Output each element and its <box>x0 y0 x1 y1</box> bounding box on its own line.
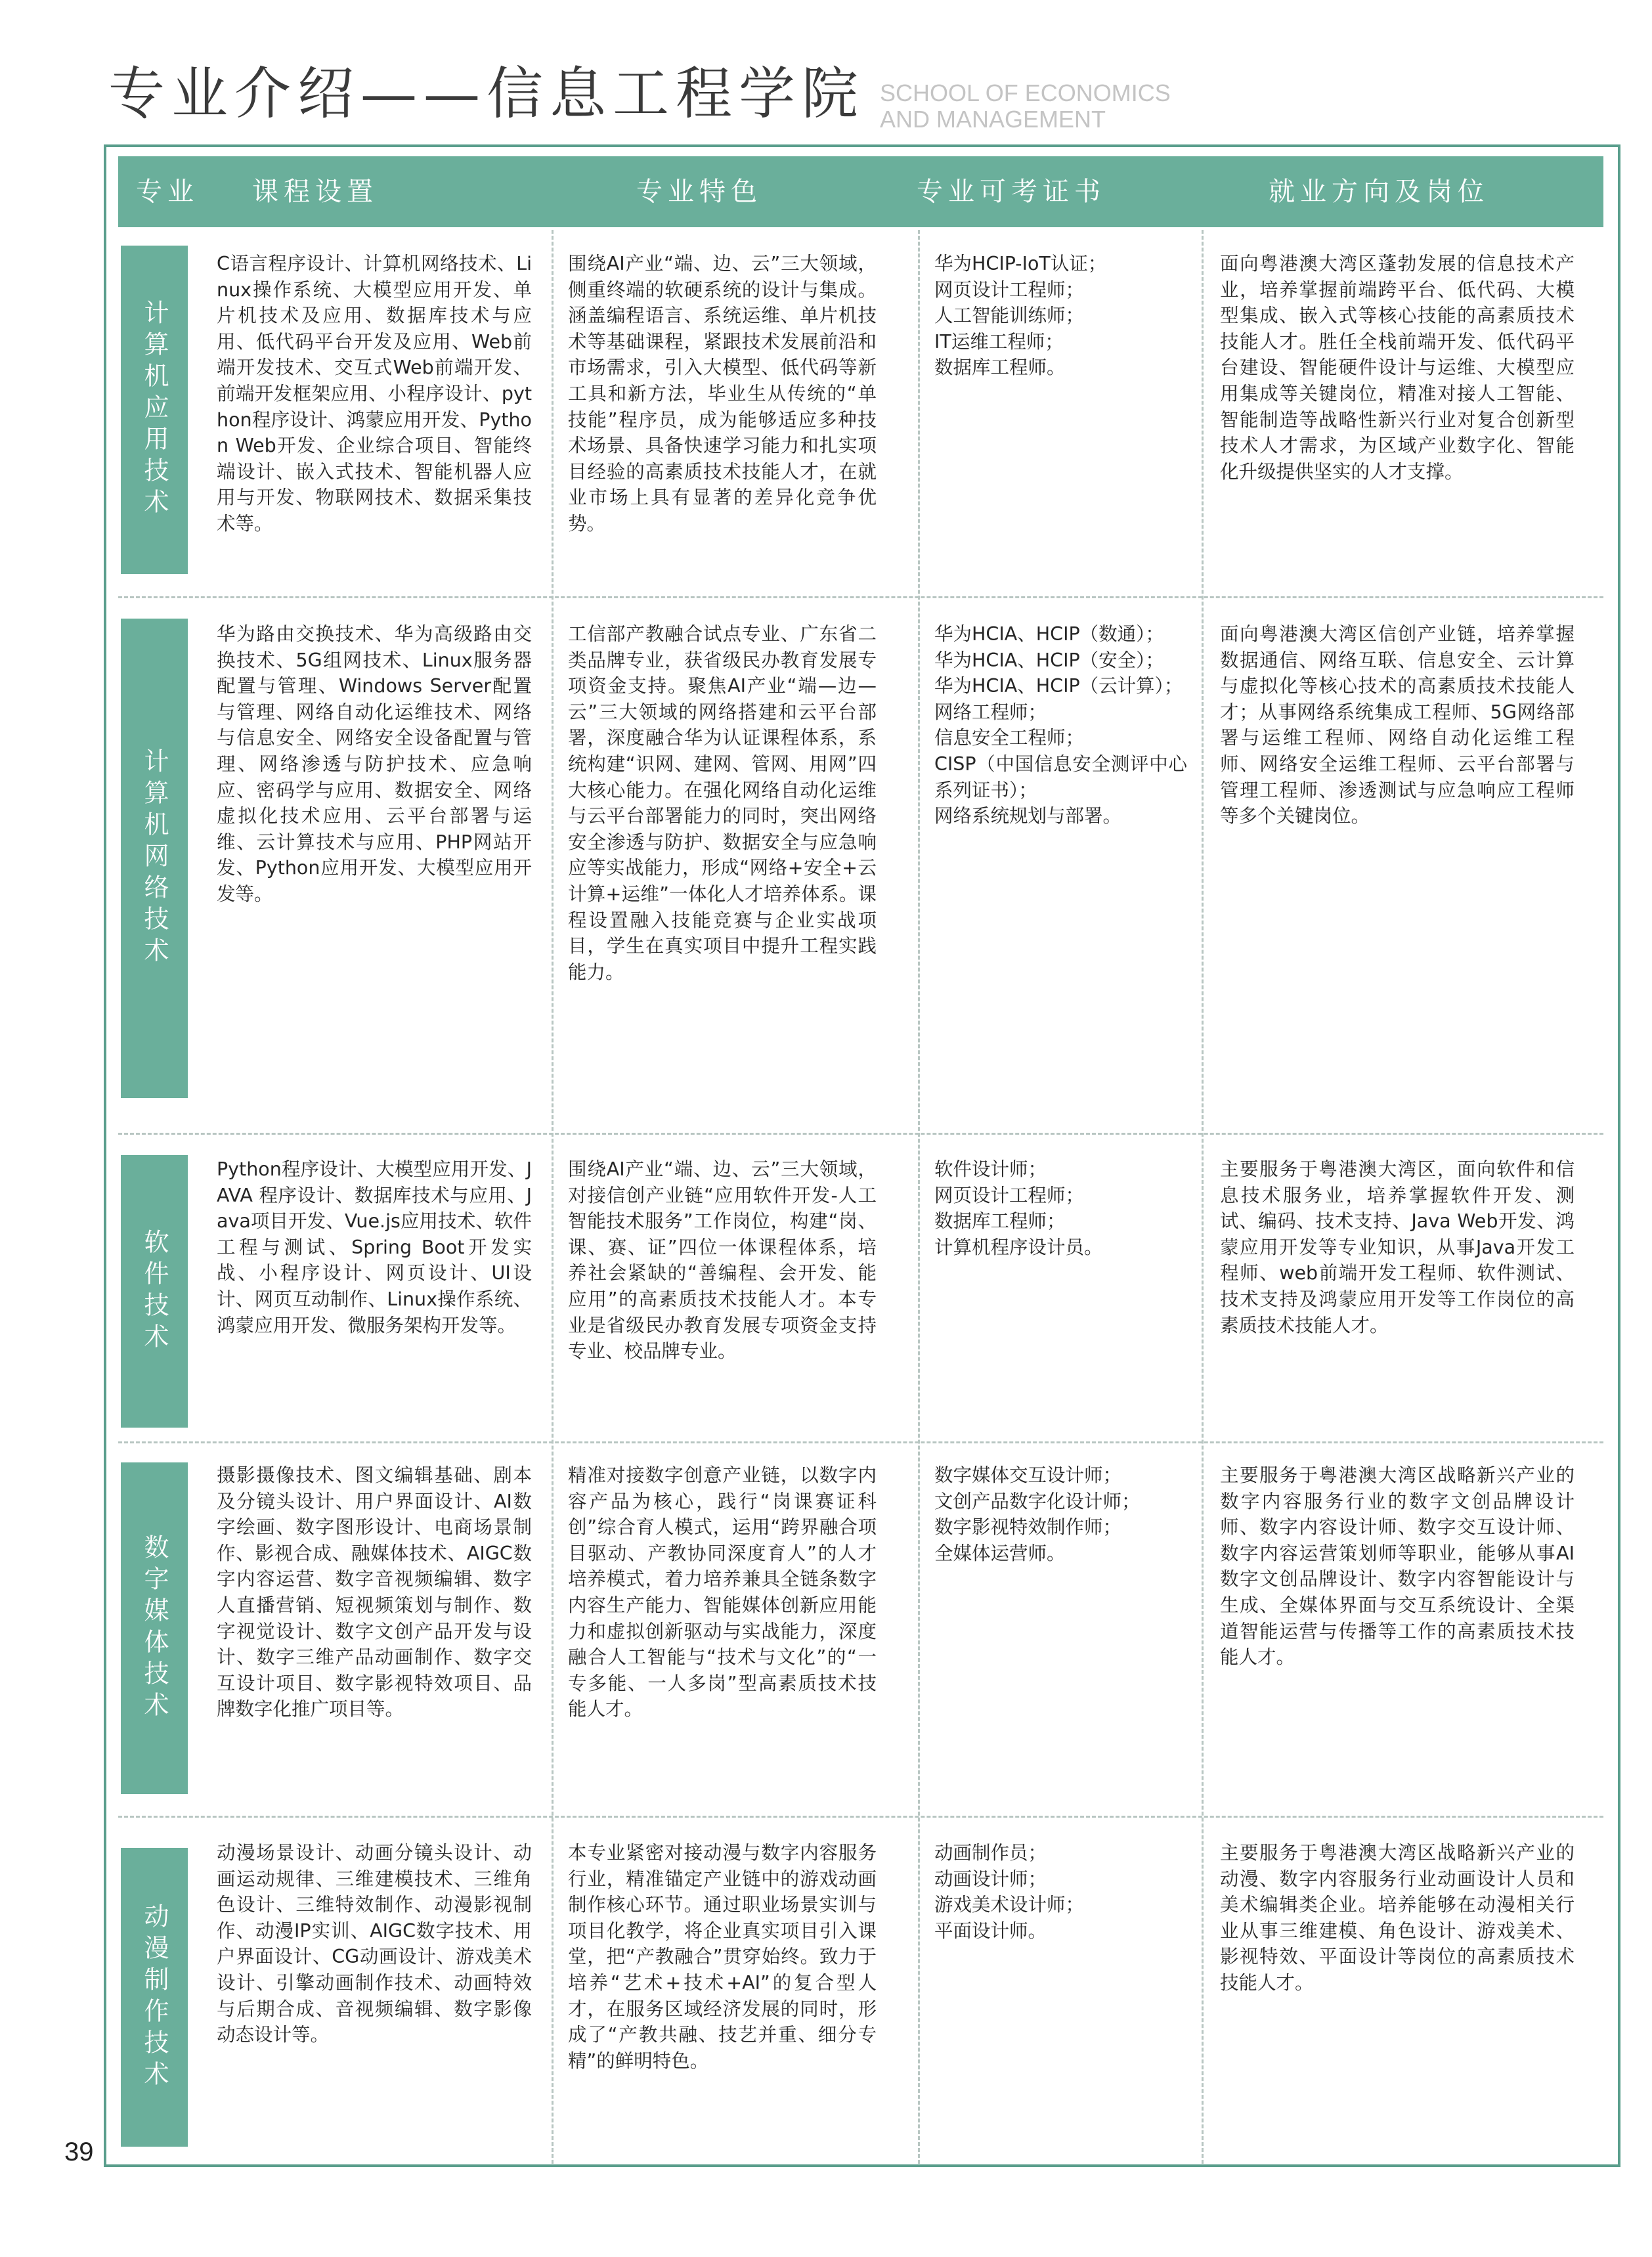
page-subtitle <box>880 80 1171 133</box>
features-cell: 本专业紧密对接动漫与数字内容服务行业，精准锚定产业链中的游戏动画制作核心环节。通过职业场景实训与项目化教学，将企业真实项目引入课堂，把“产教融合”贯穿始终。致力于培养“艺术+技术+AI”的复合型人才，在服务区域经济发展的同时，形成了“产教共融、技艺并重、细分专精”的鲜明特色。 <box>568 1842 877 2072</box>
careers-cell: 主要服务于粤港澳大湾区战略新兴产业的动漫、数字内容服务行业动画设计人员和美术编辑类企业。培养能够在动漫相关行业从事三维建模、角色设计、游戏美术、影视特效、平面设计等岗位的高素质技术技能人才。 <box>1220 1842 1575 1994</box>
table-row <box>118 1832 1603 2160</box>
major-name: 软件技术 <box>121 1155 188 1428</box>
col-header-courses: 课程设置 <box>252 177 378 207</box>
row-divider <box>118 1441 1603 1443</box>
features-cell: 围绕AI产业“端、边、云”三大领域，对接信创产业链“应用软件开发-人工智能技术服务”工作岗位，构建“岗、课、赛、证”四位一体课程体系，培养社会紧缺的“善编程、会开发、能应用”的高素质技术技能人才。本专业是省级民办教育发展专项资金支持专业、校品牌专业。 <box>568 1158 877 1363</box>
careers-cell: 主要服务于粤港澳大湾区战略新兴产业的数字内容服务行业的数字文创品牌设计师、数字内容设计师、数字交互设计师、数字内容运营策划师等职业，能够从事AI数字文创品牌设计、数字内容智能设计与生成、全媒体界面与交互系统设计、全渠道智能运营与传播等工作的高素质技术技能人才。 <box>1220 1464 1575 1669</box>
col-header-major: 专业 <box>136 177 199 207</box>
certificates-cell: 数字媒体交互设计师； 文创产品数字化设计师； 数字影视特效制作师； 全媒体运营师。 <box>934 1464 1141 1564</box>
features-cell: 围绕AI产业“端、边、云”三大领域，侧重终端的软硬系统的设计与集成。涵盖编程语言、系统运维、单片机技术等基础课程，紧跟技术发展前沿和市场需求，引入大模型、低代码等新工具和新方法，毕业生从传统的“单技能”程序员，成为能够适应多种技术场景、具备快速学习能力和扎实项目经验的高素质技术技能人才，在就业市场上具有显著的差异化竞争优势。 <box>568 253 877 535</box>
row-divider <box>118 1133 1603 1135</box>
careers-cell: 面向粤港澳大湾区蓬勃发展的信息技术产业，培养掌握前端跨平台、低代码、大模型集成、嵌入式等核心技能的高素质技术技能人才。胜任全栈前端开发、低代码平台建设、智能硬件设计与运维、大模型应用集成等关键岗位，精准对接人工智能、智能制造等战略性新兴行业对复合创新型技术人才需求，为区域产业数字化、智能化升级提供坚实的人才支撑。 <box>1220 253 1575 483</box>
courses-cell: Python程序设计、大模型应用开发、JAVA 程序设计、数据库技术与应用、Java项目开发、Vue.js应用技术、软件工程与测试、Spring Boot开发实战、小程序设计、网页设计、UI设计、网页互动制作、Linux操作系统、鸿蒙应用开发、微服务架构开发等。 <box>217 1158 532 1336</box>
major-name: 计算机网络技术 <box>121 619 188 1098</box>
features-cell: 精准对接数字创意产业链，以数字内容产品为核心，践行“岗课赛证科创”综合育人模式，运用“跨界融合项目驱动、产教协同深度育人”的人才培养模式，着力培养兼具全链条数字内容生产能力、智能媒体创新应用能力和虚拟创新驱动与实战能力，深度融合人工智能与“技术与文化”的“一专多能、一人多岗”型高素质技术技能人才。 <box>568 1464 877 1720</box>
courses-cell: 动漫场景设计、动画分镜头设计、动画运动规律、三维建模技术、三维角色设计、三维特效制作、动漫影视制作、动漫IP实训、AIGC数字技术、用户界面设计、CG动画设计、游戏美术设计、引擎动画制作技术、动画特效与后期合成、音视频编辑、数字影像动态设计等。 <box>217 1842 532 2046</box>
col-header-careers: 就业方向及岗位 <box>1269 177 1489 207</box>
table-row <box>118 1146 1603 1435</box>
table-row <box>118 1455 1603 1809</box>
courses-cell: 摄影摄像技术、图文编辑基础、剧本及分镜头设计、用户界面设计、AI数字绘画、数字图形设计、电商场景制作、影视合成、融媒体技术、AIGC数字内容运营、数字音视频编辑、数字人直播营销、短视频策划与制作、数字视觉设计、数字文创产品开发与设计、数字三维产品动画制作、数字交互设计项目、数字影视特效项目、品牌数字化推广项目等。 <box>217 1464 532 1720</box>
table-row <box>118 611 1603 1136</box>
major-name: 数字媒体技术 <box>121 1462 188 1794</box>
certificates-cell: 华为HCIA、HCIP（数通）； 华为HCIA、HCIP（安全）； 华为HCIA、HCIP（云计算）； 网络工程师； 信息安全工程师； CISP（中国信息安全测评中心系列证书）； 网络系统规划与部署。 <box>934 623 1187 827</box>
careers-cell: 面向粤港澳大湾区信创产业链，培养掌握数据通信、网络互联、信息安全、云计算与虚拟化等核心技术的高素质技术技能人才；从事网络系统集成工程师、5G网络部署与运维工程师、网络自动化运维工程师、网络安全运维工程师、云平台部署与管理工程师、渗透测试与应急响应工程师等多个关键岗位。 <box>1220 623 1575 827</box>
table-header <box>118 156 1603 227</box>
courses-cell: C语言程序设计、计算机网络技术、Linux操作系统、大模型应用开发、单片机技术及应用、数据库技术与应用、低代码平台开发及应用、Web前端开发技术、交互式Web前端开发、前端开发框架应用、小程序设计、python程序设计、鸿蒙应用开发、Python Web开发、企业综合项目、智能终端设计、嵌入式技术、智能机器人应用与开发、物联网技术、数据采集技术等。 <box>217 253 532 535</box>
features-cell: 工信部产教融合试点专业、广东省二类品牌专业，获省级民办教育发展专项资金支持。聚焦AI产业“端—边—云”三大领域的网络搭建和云平台部署，深度融合华为认证课程体系，系统构建“识网、建网、管网、用网”四大核心能力。在强化网络自动化运维与云平台部署能力的同时，突出网络安全渗透与防护、数据安全与应急响应等实战能力，形成“网络+安全+云计算+运维”一体化人才培养体系。课程设置融入技能竞赛与企业实战项目，学生在真实项目中提升工程实践能力。 <box>568 623 877 983</box>
major-name: 计算机应用技术 <box>121 246 188 574</box>
careers-cell: 主要服务于粤港澳大湾区，面向软件和信息技术服务业，培养掌握软件开发、测试、编码、技术支持、Java Web开发、鸿蒙应用开发等专业知识，从事Java开发工程师、web前端开发工程师、软件测试、技术支持及鸿蒙应用开发等工作岗位的高素质技术技能人才。 <box>1220 1158 1575 1336</box>
col-header-features: 专业特色 <box>636 177 762 207</box>
col-header-certificates: 专业可考证书 <box>917 177 1106 207</box>
courses-cell: 华为路由交换技术、华为高级路由交换技术、5G组网技术、Linux服务器配置与管理、Windows Server配置与管理、网络自动化运维技术、网络与信息安全、网络安全设备配置与管理、网络渗透与防护技术、应急响应、密码学与应用、数据安全、网络虚拟化技术应用、云平台部署与运维、云计算技术与应用、PHP网站开发、Python应用开发、大模型应用开发等。 <box>217 623 532 905</box>
subtitle-line-2: AND MANAGEMENT <box>880 106 1106 133</box>
subtitle-line-1: SCHOOL OF ECONOMICS <box>880 79 1171 106</box>
row-divider <box>118 596 1603 598</box>
page-title: 专业介绍——信息工程学院 <box>108 61 865 127</box>
major-name: 动漫制作技术 <box>121 1848 188 2147</box>
certificates-cell: 华为HCIP-IoT认证； 网页设计工程师； 人工智能训练师； IT运维工程师； 数据库工程师。 <box>934 253 1107 379</box>
certificates-cell: 软件设计师； 网页设计工程师； 数据库工程师； 计算机程序设计员。 <box>934 1158 1103 1258</box>
certificates-cell: 动画制作员； 动画设计师； 游戏美术设计师； 平面设计师。 <box>934 1842 1085 1942</box>
page-number: 39 <box>64 2137 94 2166</box>
row-divider <box>118 1816 1603 1818</box>
table-row <box>118 243 1603 598</box>
